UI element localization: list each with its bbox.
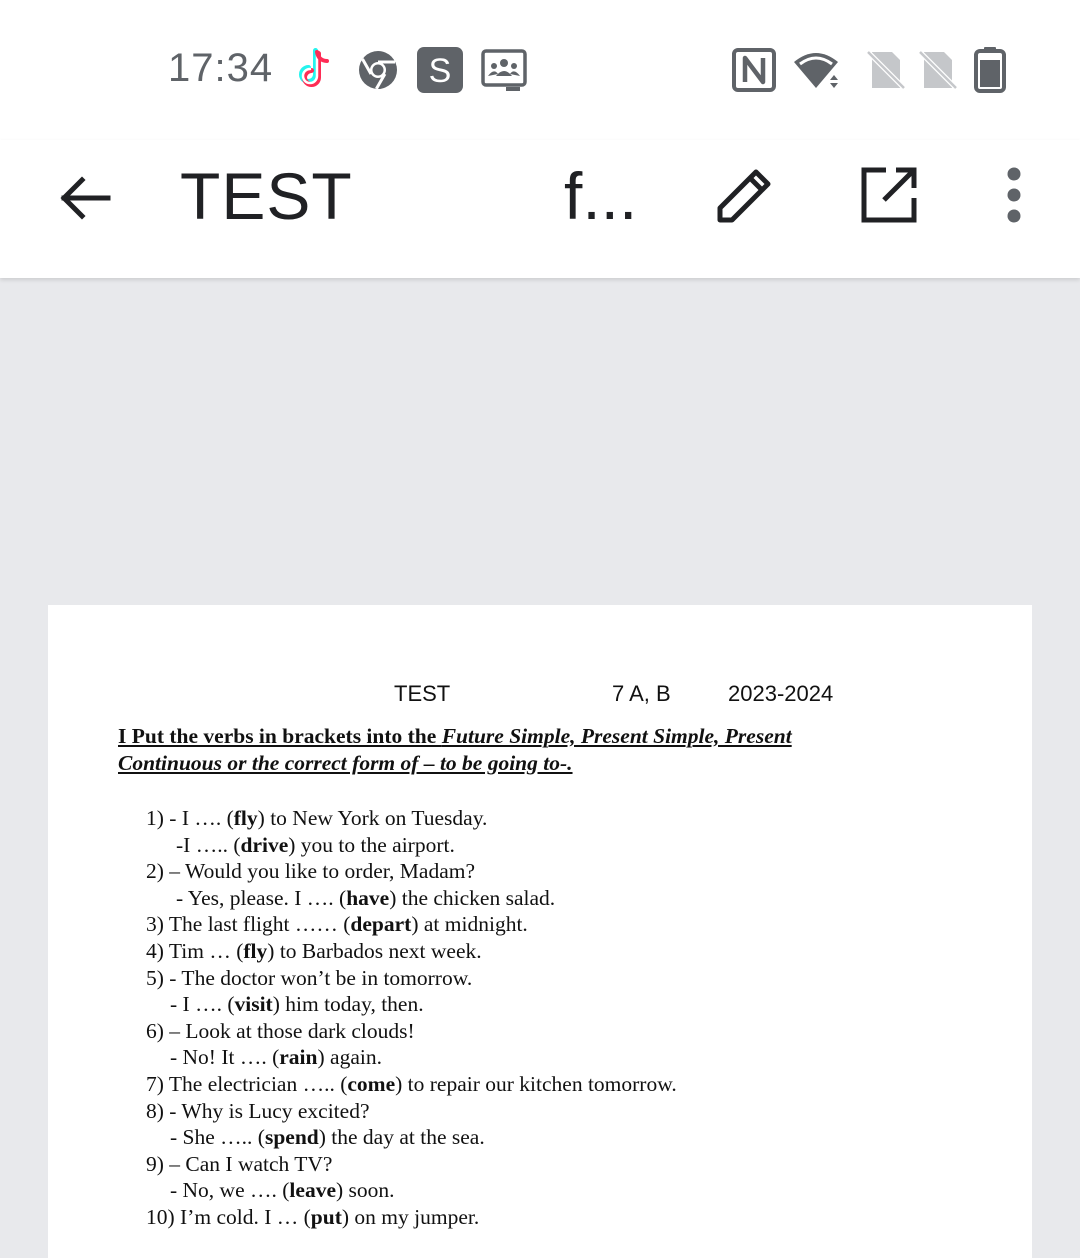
exercise-text: 5) - The doctor won’t be in tomorrow. [146,965,473,990]
exercise-text-end: ) at midnight. [411,912,528,937]
document-title: TEST [180,159,353,233]
more-options-icon[interactable] [990,162,1038,228]
exercise-verb: fly [243,938,268,963]
document-page [48,605,1032,1258]
exercise-line [146,1098,677,1125]
exercise-line [146,832,677,859]
exercise-text: 6) – Look at those dark clouds! [146,1018,415,1043]
exercise-verb: rain [279,1045,318,1070]
battery-icon [966,46,1014,94]
classroom-icon [480,46,528,94]
tiktok-icon [290,46,338,94]
app-bar [0,140,1080,278]
exercise-text-end: ) to New York on Tuesday. [257,806,488,830]
exercise-line [146,965,677,992]
file-name-label[interactable]: f... [564,159,638,233]
wifi-icon [792,46,840,94]
exercise-list [146,805,677,1231]
nfc-icon [730,46,778,94]
back-button[interactable] [52,166,116,230]
exercise-text-end: ) him today, then. [272,992,424,1017]
exercise-line [146,991,677,1018]
exercise-verb: spend [264,1125,319,1150]
exercise-verb: drive [240,832,289,857]
exercise-text: 1) - I …. ( [146,806,234,830]
instruction-tenses-2: Continuous or the correct form of – to be going to-. [118,751,573,775]
exercise-text-end: ) again. [317,1045,382,1070]
exercise-line [146,1071,677,1098]
edit-pencil-icon[interactable] [712,162,778,228]
exercise-text: - I …. ( [170,992,235,1017]
exercise-verb: come [347,1071,396,1096]
exercise-text: - She ….. ( [170,1125,265,1150]
exercise-verb: fly [233,806,258,830]
exercise-verb: have [346,885,390,910]
status-time: 17:34 [168,46,274,90]
exercise-text: 3) The last flight …… ( [146,912,351,937]
no-sim-2-icon [914,46,962,94]
exercise-line [146,885,677,912]
s-app-letter: S [428,52,452,90]
s-app-icon [416,46,464,94]
instruction-prefix: I Put the verbs in brackets into the [118,724,442,748]
exercise-text-end: ) on my jumper. [341,1204,480,1229]
exercise-text-end: ) the chicken salad. [389,885,556,910]
exercise-text: - No, we …. ( [170,1178,290,1203]
chrome-icon [354,46,402,94]
instruction [118,723,878,777]
exercise-verb: leave [289,1178,336,1203]
exercise-line [146,1151,677,1178]
exercise-text: 10) I’m cold. I … ( [146,1204,311,1229]
exercise-line [146,1018,677,1045]
exercise-text: - Yes, please. I …. ( [176,885,347,910]
exercise-verb: visit [234,992,273,1017]
exercise-text-end: ) you to the airport. [288,832,455,857]
doc-test-label: TEST [394,681,451,706]
exercise-verb: put [310,1204,342,1229]
exercise-line [146,1177,677,1204]
exercise-text-end: ) to Barbados next week. [267,938,482,963]
exercise-text: 4) Tim … ( [146,938,244,963]
exercise-text: 8) - Why is Lucy excited? [146,1098,370,1123]
no-sim-1-icon [862,46,910,94]
exercise-text: -I ….. ( [176,832,241,857]
exercise-line [146,1204,677,1231]
exercise-text-end: ) the day at the sea. [318,1125,485,1150]
open-external-icon[interactable] [856,162,922,228]
exercise-text: 7) The electrician ….. ( [146,1071,348,1096]
doc-classes: 7 A, B [612,681,671,706]
exercise-line [146,1044,677,1071]
exercise-line [146,805,677,832]
exercise-line [146,938,677,965]
exercise-text-end: ) to repair our kitchen tomorrow. [395,1071,677,1096]
status-bar [0,0,1080,140]
exercise-text-end: ) soon. [335,1178,395,1203]
exercise-text: 9) – Can I watch TV? [146,1151,333,1176]
doc-year: 2023-2024 [728,681,834,706]
exercise-verb: depart [350,912,412,937]
exercise-line [146,911,677,938]
instruction-tenses-1: Future Simple, Present Simple, Present [441,724,792,748]
exercise-text: - No! It …. ( [170,1045,280,1070]
exercise-line [146,1124,677,1151]
exercise-text: 2) – Would you like to order, Madam? [146,859,475,884]
exercise-line [146,858,677,885]
